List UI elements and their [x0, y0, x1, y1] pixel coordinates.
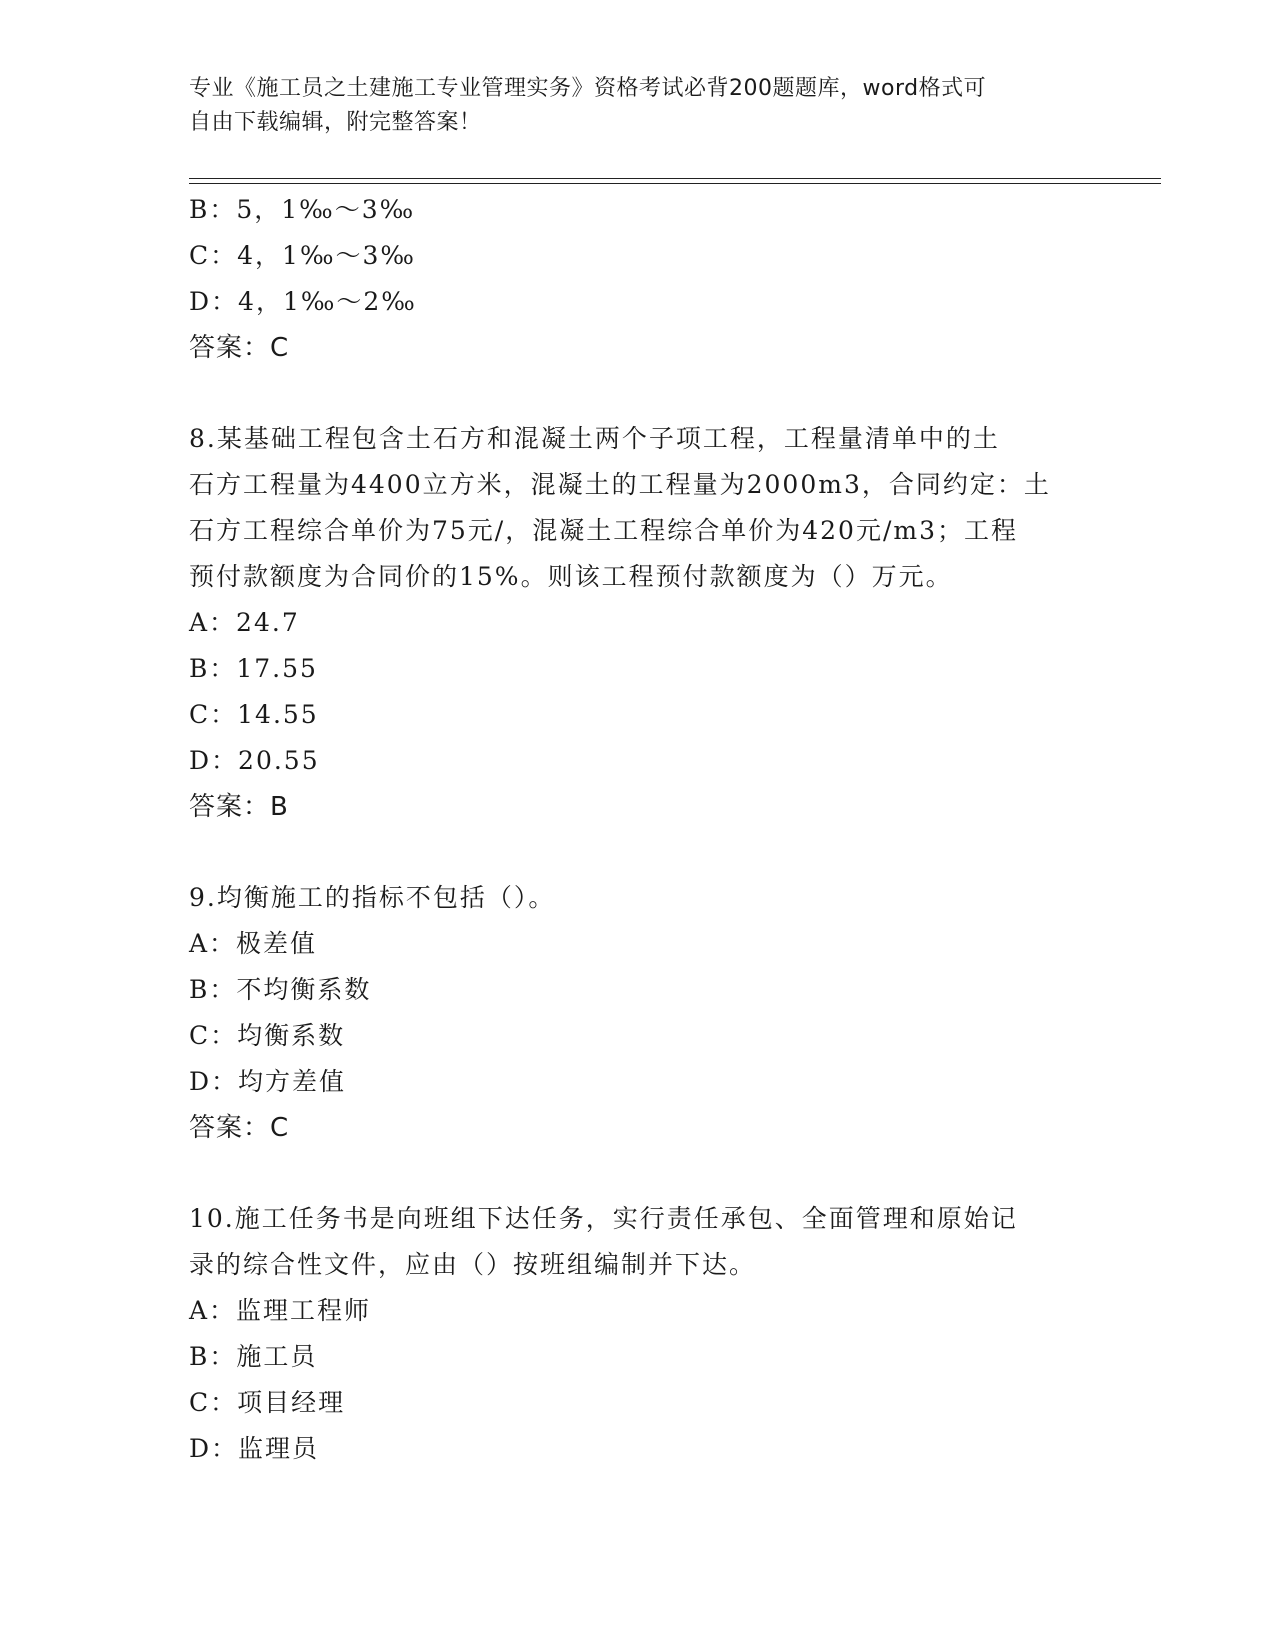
answer: 答案：B	[189, 792, 289, 822]
option-d: D：4，1‰～2‰	[189, 287, 417, 316]
question-stem-line: 石方工程综合单价为75元/，混凝土工程综合单价为420元/m3；工程	[189, 516, 1018, 545]
question-stem-line: 石方工程量为4400立方米，混凝土的工程量为2000m3，合同约定：土	[189, 470, 1051, 499]
header-line-1: 专业《施工员之土建施工专业管理实务》资格考试必背200题题库，word格式可	[189, 76, 987, 101]
question-stem-line: 8.某基础工程包含土石方和混凝土两个子项工程，工程量清单中的土	[189, 424, 1000, 453]
header-rule-top	[189, 178, 1161, 179]
option-b: B：5，1‰～3‰	[189, 195, 416, 224]
question-content	[189, 187, 1089, 1472]
question-9	[189, 875, 1089, 1151]
option-c: C：4，1‰～3‰	[189, 241, 416, 270]
option-d: D：均方差值	[189, 1067, 347, 1096]
question-7-tail	[189, 187, 1089, 371]
question-stem-line: 9.均衡施工的指标不包括（）。	[189, 883, 556, 912]
question-stem-line: 录的综合性文件，应由（）按班组编制并下达。	[189, 1250, 757, 1279]
option-c: C：14.55	[189, 700, 319, 729]
option-b: B：不均衡系数	[189, 975, 372, 1004]
option-c: C：项目经理	[189, 1388, 346, 1417]
header-rule-bottom	[189, 183, 1161, 184]
answer: 答案：C	[189, 1113, 290, 1143]
option-d: D：20.55	[189, 746, 320, 775]
question-10	[189, 1196, 1089, 1472]
question-8	[189, 416, 1089, 830]
answer: 答案：C	[189, 333, 290, 363]
option-b: B：施工员	[189, 1342, 318, 1371]
option-c: C：均衡系数	[189, 1021, 346, 1050]
option-d: D：监理员	[189, 1434, 320, 1463]
option-a: A：24.7	[189, 608, 300, 637]
option-b: B：17.55	[189, 654, 318, 683]
option-a: A：监理工程师	[189, 1296, 372, 1325]
question-stem-line: 预付款额度为合同价的15%。则该工程预付款额度为（）万元。	[189, 562, 953, 591]
option-a: A：极差值	[189, 929, 318, 958]
document-header	[189, 72, 1089, 140]
question-stem-line: 10.施工任务书是向班组下达任务，实行责任承包、全面管理和原始记	[189, 1204, 1018, 1233]
header-line-2: 自由下载编辑，附完整答案！	[189, 110, 482, 135]
